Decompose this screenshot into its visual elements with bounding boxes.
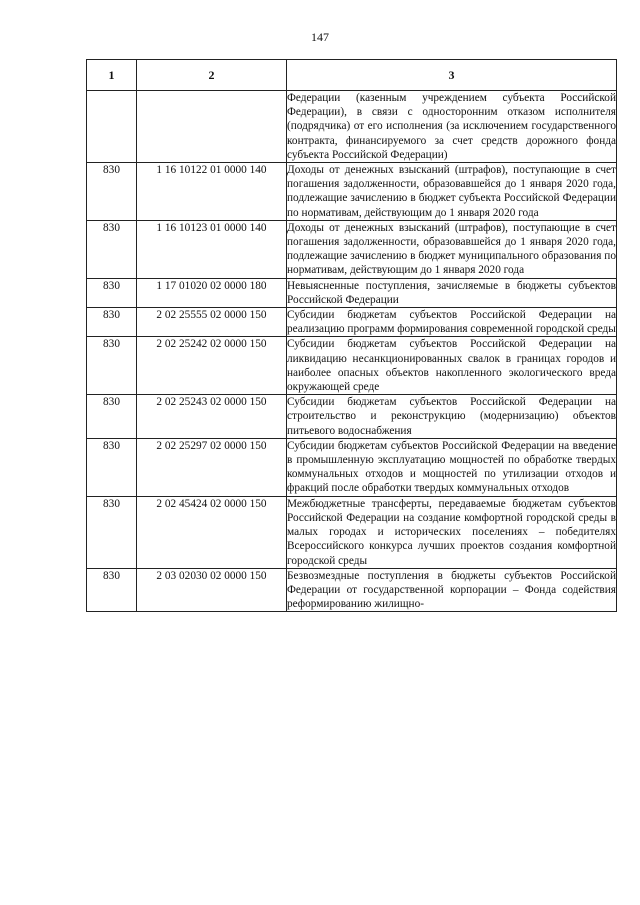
table-row <box>87 163 617 221</box>
admin-code-cell <box>87 91 137 163</box>
description-cell: Доходы от денежных взысканий (штрафов), поступающие в счет погашения задолженности, образовавшейся до 1 января 2020 года, подлежащие зачислению в бюджет субъекта Российской Федерации по нормативам, действующим до 1 января 2020 года <box>287 164 616 219</box>
description-cell: Безвозмездные поступления в бюджеты субъектов Российской Федерации от государственной корпорации – Фонда содействия реформированию жилищно- <box>287 569 616 611</box>
admin-code-cell: 830 <box>87 438 137 496</box>
table-row <box>87 395 617 439</box>
revenue-code-cell: 2 02 25243 02 0000 150 <box>137 395 287 439</box>
description-cell: Субсидии бюджетам субъектов Российской Федерации на строительство и реконструкцию (модернизацию) объектов питьевого водоснабжения <box>287 396 616 437</box>
table-row <box>87 438 617 496</box>
revenue-code-cell: 2 02 25242 02 0000 150 <box>137 337 287 395</box>
admin-code-cell: 830 <box>87 568 137 612</box>
revenue-code-cell: 2 03 02030 02 0000 150 <box>137 568 287 612</box>
table-row <box>87 91 617 163</box>
revenue-code-cell: 1 16 10123 01 0000 140 <box>137 220 287 278</box>
revenue-codes-table <box>86 59 617 612</box>
table-row <box>87 337 617 395</box>
revenue-code-cell: 2 02 25555 02 0000 150 <box>137 308 287 337</box>
description-cell: Субсидии бюджетам субъектов Российской Федерации на ликвидацию несанкционированных свалок в границах городов и наиболее опасных объектов накопленного экологического вреда окружающей среде <box>287 338 616 394</box>
revenue-code-cell: 2 02 25297 02 0000 150 <box>137 438 287 496</box>
page-number: 147 <box>311 30 329 44</box>
admin-code-cell: 830 <box>87 308 137 337</box>
admin-code-cell: 830 <box>87 395 137 439</box>
admin-code-cell: 830 <box>87 163 137 221</box>
table-header-row <box>87 60 617 91</box>
admin-code-cell: 830 <box>87 337 137 395</box>
table-row <box>87 568 617 612</box>
revenue-code-cell: 1 16 10122 01 0000 140 <box>137 163 287 221</box>
admin-code-cell: 830 <box>87 278 137 307</box>
description-cell: Межбюджетные трансферты, передаваемые бюджетам субъектов Российской Федерации на создание комфортной городской среды в малых городах и исторических поселениях – победителях Всероссийского конкурса лучших проектов создания комфортной городской среды <box>287 497 616 567</box>
table-row <box>87 496 617 568</box>
description-cell: Доходы от денежных взысканий (штрафов), поступающие в счет погашения задолженности, образовавшейся до 1 января 2020 года, подлежащие зачислению в бюджет муниципального образования по нормативам, действующим до 1 января 2020 года <box>287 221 616 277</box>
table-row <box>87 308 617 337</box>
revenue-code-cell: 1 17 01020 02 0000 180 <box>137 278 287 307</box>
description-cell: Невыясненные поступления, зачисляемые в бюджеты субъектов Российской Федерации <box>287 279 616 306</box>
admin-code-cell: 830 <box>87 496 137 568</box>
revenue-code-cell <box>137 91 287 163</box>
description-cell: Субсидии бюджетам субъектов Российской Федерации на реализацию программ формирования современной городской среды <box>287 309 616 336</box>
column-header-1: 1 <box>87 60 137 91</box>
revenue-code-cell: 2 02 45424 02 0000 150 <box>137 496 287 568</box>
column-header-2: 2 <box>137 60 287 91</box>
admin-code-cell: 830 <box>87 220 137 278</box>
column-header-3: 3 <box>287 60 617 91</box>
table-row <box>87 278 617 307</box>
description-cell: Субсидии бюджетам субъектов Российской Федерации на введение в промышленную эксплуатацию мощностей по обработке твердых коммунальных отходов и мощностей по утилизации отходов и фракций после обработки твердых коммунальных отходов <box>287 439 616 495</box>
description-cell: Федерации (казенным учреждением субъекта Российской Федерации), в связи с односторонним отказом исполнителя (подрядчика) от его исполнения (за исключением государственного контракта, финансируемого за счет средств дорожного фонда субъекта Российской Федерации) <box>287 92 616 161</box>
table-row <box>87 220 617 278</box>
